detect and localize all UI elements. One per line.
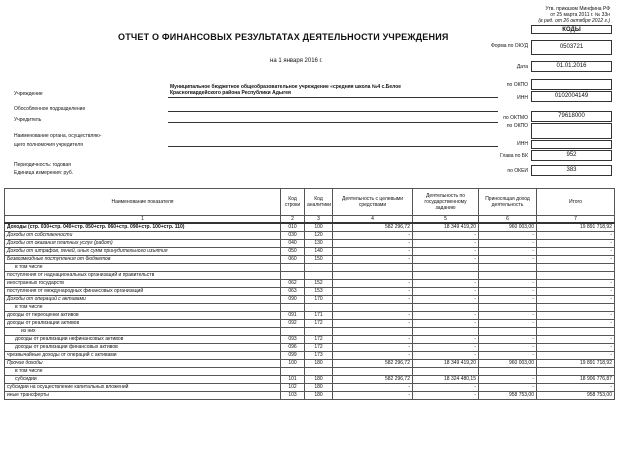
- row-state-task-value: -: [413, 256, 479, 264]
- row-name: Безвозмездные поступления от бюджетов: [5, 256, 281, 264]
- row-income-value: -: [479, 344, 537, 352]
- row-state-task-value: 18 349 419,20: [413, 223, 479, 232]
- row-targeted-value: [333, 272, 413, 280]
- row-income-value: -: [479, 240, 537, 248]
- row-state-task-value: -: [413, 248, 479, 256]
- row-analytics: 173: [305, 352, 333, 360]
- row-total-value: -: [537, 280, 615, 288]
- subdivision-label: Обособленное подразделение: [14, 106, 86, 112]
- row-total-value: -: [537, 352, 615, 360]
- row-code: 099: [281, 352, 305, 360]
- inn2-label: ИНН: [517, 141, 528, 147]
- authority-label-line1: Наименование органа, осуществляю-: [14, 133, 102, 139]
- row-state-task-value: -: [413, 352, 479, 360]
- row-total-value: -: [537, 312, 615, 320]
- row-analytics: [305, 264, 333, 272]
- row-state-task-value: [413, 304, 479, 312]
- inn-label: ИНН: [517, 95, 528, 101]
- financial-results-table: [4, 188, 615, 400]
- table-row: [5, 384, 615, 392]
- row-income-value: [479, 328, 537, 336]
- authority-underline: [168, 146, 498, 147]
- table-row: [5, 320, 615, 328]
- row-analytics: 171: [305, 312, 333, 320]
- row-targeted-value: -: [333, 336, 413, 344]
- table-row: [5, 376, 615, 384]
- row-name: иные трансферты: [5, 392, 281, 400]
- col-number: 7: [537, 216, 615, 224]
- row-analytics: 180: [305, 376, 333, 384]
- col-number: 1: [5, 216, 281, 224]
- table-row: [5, 328, 615, 336]
- row-total-value: -: [537, 256, 615, 264]
- row-state-task-value: -: [413, 296, 479, 304]
- row-state-task-value: [413, 272, 479, 280]
- row-analytics: 172: [305, 320, 333, 328]
- inn2-value: [531, 140, 612, 149]
- row-total-value: 18 906 776,87: [537, 376, 615, 384]
- row-income-value: -: [479, 232, 537, 240]
- col-number: 5: [413, 216, 479, 224]
- oktmo-label: по ОКТМО: [503, 115, 528, 121]
- report-date: на 1 января 2016 г.: [270, 58, 323, 64]
- row-state-task-value: -: [413, 312, 479, 320]
- okud-value: 0503721: [531, 40, 612, 55]
- okpo-label: по ОКПО: [506, 82, 528, 88]
- table-row: [5, 256, 615, 264]
- row-targeted-value: -: [333, 280, 413, 288]
- row-targeted-value: -: [333, 352, 413, 360]
- table-row: [5, 288, 615, 296]
- subdivision-underline: [168, 111, 498, 112]
- row-income-value: -: [479, 312, 537, 320]
- row-analytics: 152: [305, 280, 333, 288]
- row-targeted-value: [333, 264, 413, 272]
- row-code: [281, 368, 305, 376]
- row-income-value: 960 003,00: [479, 360, 537, 368]
- oktmo-value: 79618000: [531, 111, 612, 122]
- report-title: ОТЧЕТ О ФИНАНСОВЫХ РЕЗУЛЬТАТАХ ДЕЯТЕЛЬНОСТИ УЧРЕЖДЕНИЯ: [118, 32, 449, 42]
- row-income-value: -: [479, 296, 537, 304]
- okei-label: по ОКЕИ: [507, 168, 528, 174]
- inn-value: 0102004149: [531, 91, 612, 102]
- row-analytics: 180: [305, 392, 333, 400]
- row-name: поступления от международных финансовых организаций: [5, 288, 281, 296]
- header-analytics: Код аналитики: [305, 189, 333, 216]
- row-code: 103: [281, 392, 305, 400]
- row-name: Доходы от собственности: [5, 232, 281, 240]
- table-row: [5, 223, 615, 232]
- row-total-value: -: [537, 384, 615, 392]
- institution-name-line1: Муниципальное бюджетное общеобразовательное учреждение «средняя школа №4 с.Белое: [170, 84, 402, 90]
- row-name: субсидии: [5, 376, 281, 384]
- row-code: 040: [281, 240, 305, 248]
- founder-label: Учредитель: [14, 117, 42, 123]
- row-code: 092: [281, 320, 305, 328]
- table-row: [5, 392, 615, 400]
- row-analytics: [305, 272, 333, 280]
- row-targeted-value: [333, 368, 413, 376]
- unit-label: Единица измерения: руб.: [14, 170, 74, 176]
- row-name: иностранных государств: [5, 280, 281, 288]
- row-state-task-value: [413, 368, 479, 376]
- table-header-row: [5, 189, 615, 216]
- row-income-value: -: [479, 384, 537, 392]
- row-analytics: [305, 328, 333, 336]
- header-name: Наименование показателя: [5, 189, 281, 216]
- row-total-value: [537, 368, 615, 376]
- table-row: [5, 240, 615, 248]
- codes-heading-box: [531, 25, 612, 34]
- row-name: в том числе: [5, 368, 281, 376]
- row-code: 063: [281, 288, 305, 296]
- table-row: [5, 264, 615, 272]
- row-analytics: 172: [305, 336, 333, 344]
- okpo2-value: [531, 123, 612, 139]
- row-targeted-value: [333, 328, 413, 336]
- table-row: [5, 304, 615, 312]
- row-state-task-value: [413, 264, 479, 272]
- row-analytics: 130: [305, 240, 333, 248]
- row-targeted-value: -: [333, 344, 413, 352]
- row-name: из них: [5, 328, 281, 336]
- row-total-value: -: [537, 232, 615, 240]
- row-income-value: -: [479, 336, 537, 344]
- table-row: [5, 280, 615, 288]
- table-row: [5, 344, 615, 352]
- row-total-value: -: [537, 336, 615, 344]
- header-code: Код строки: [281, 189, 305, 216]
- row-total-value: 958 753,00: [537, 392, 615, 400]
- row-name: Доходы от операций с активами: [5, 296, 281, 304]
- row-name: Доходы от оказания платных услуг (работ): [5, 240, 281, 248]
- row-name: в том числе: [5, 264, 281, 272]
- approval-line-2: от 25 марта 2011 г. № 33н: [550, 12, 610, 18]
- column-number-row: [5, 216, 615, 224]
- row-targeted-value: 582 296,72: [333, 360, 413, 368]
- row-income-value: [479, 272, 537, 280]
- row-name: поступления от наднациональных организаций и правительств: [5, 272, 281, 280]
- table-row: [5, 248, 615, 256]
- row-code: 062: [281, 280, 305, 288]
- row-targeted-value: -: [333, 296, 413, 304]
- okpo2-label: по ОКПО: [506, 123, 528, 129]
- row-total-value: -: [537, 288, 615, 296]
- row-state-task-value: [413, 328, 479, 336]
- row-name: доходы от реализации финансовых активов: [5, 344, 281, 352]
- row-code: 096: [281, 344, 305, 352]
- row-targeted-value: -: [333, 312, 413, 320]
- row-targeted-value: -: [333, 320, 413, 328]
- table-row: [5, 312, 615, 320]
- row-income-value: 960 003,00: [479, 223, 537, 232]
- row-analytics: 120: [305, 232, 333, 240]
- row-analytics: [305, 304, 333, 312]
- col-number: 2: [281, 216, 305, 224]
- row-code: 093: [281, 336, 305, 344]
- row-code: 010: [281, 223, 305, 232]
- okpo-value: [531, 79, 612, 90]
- row-total-value: [537, 264, 615, 272]
- table-row: [5, 360, 615, 368]
- header-targeted: Деятельность с целевыми средствами: [333, 189, 413, 216]
- bk-label: Глава по БК: [500, 153, 528, 159]
- row-code: 091: [281, 312, 305, 320]
- row-name: субсидии на осуществление капитальных вложений: [5, 384, 281, 392]
- col-number: 6: [479, 216, 537, 224]
- row-total-value: -: [537, 344, 615, 352]
- row-targeted-value: -: [333, 256, 413, 264]
- row-analytics: 180: [305, 384, 333, 392]
- codes-heading: КОДЫ: [562, 27, 581, 33]
- row-state-task-value: -: [413, 320, 479, 328]
- authority-label-line2: щего полномочия учредителя: [14, 142, 83, 148]
- row-income-value: -: [479, 288, 537, 296]
- row-targeted-value: -: [333, 288, 413, 296]
- row-code: 030: [281, 232, 305, 240]
- row-code: 101: [281, 376, 305, 384]
- row-total-value: -: [537, 296, 615, 304]
- row-income-value: 958 753,00: [479, 392, 537, 400]
- bk-value: 952: [531, 150, 612, 161]
- row-analytics: 100: [305, 223, 333, 232]
- header-income: Приносящая доход деятельность: [479, 189, 537, 216]
- col-number: 3: [305, 216, 333, 224]
- row-total-value: [537, 304, 615, 312]
- table-row: [5, 296, 615, 304]
- row-code: [281, 304, 305, 312]
- row-state-task-value: -: [413, 392, 479, 400]
- row-code: [281, 264, 305, 272]
- col-number: 4: [333, 216, 413, 224]
- row-analytics: 170: [305, 296, 333, 304]
- row-name: Доходы (стр. 030+стр. 040+стр. 050+стр. 060+стр. 090+стр. 100+стр. 110): [5, 223, 281, 232]
- row-analytics: 172: [305, 344, 333, 352]
- row-total-value: -: [537, 240, 615, 248]
- row-targeted-value: 582 296,72: [333, 376, 413, 384]
- date-label: Дата: [516, 64, 528, 70]
- row-total-value: 19 891 718,92: [537, 223, 615, 232]
- row-analytics: 150: [305, 256, 333, 264]
- row-state-task-value: -: [413, 344, 479, 352]
- approval-line-3: (в ред. от 26 октября 2012 г.): [538, 18, 610, 24]
- header-total: Итого: [537, 189, 615, 216]
- row-state-task-value: -: [413, 232, 479, 240]
- table-row: [5, 272, 615, 280]
- row-name: в том числе: [5, 304, 281, 312]
- table-row: [5, 336, 615, 344]
- row-income-value: -: [479, 248, 537, 256]
- row-code: [281, 328, 305, 336]
- row-name: чрезвычайные доходы от операций с активами: [5, 352, 281, 360]
- row-state-task-value: -: [413, 288, 479, 296]
- row-total-value: -: [537, 320, 615, 328]
- okud-label: Форма по ОКУД: [490, 43, 528, 49]
- row-total-value: 19 891 718,92: [537, 360, 615, 368]
- row-name: Доходы от штрафов, пеней, иных сумм принудительного изъятия: [5, 248, 281, 256]
- row-state-task-value: -: [413, 336, 479, 344]
- row-analytics: 140: [305, 248, 333, 256]
- row-targeted-value: -: [333, 248, 413, 256]
- row-code: 100: [281, 360, 305, 368]
- row-state-task-value: 18 349 419,20: [413, 360, 479, 368]
- row-income-value: [479, 304, 537, 312]
- row-targeted-value: [333, 304, 413, 312]
- row-name: доходы от переоценки активов: [5, 312, 281, 320]
- header-state-task: Деятельность по государственному заданию: [413, 189, 479, 216]
- okei-value: 383: [531, 165, 612, 176]
- row-code: 090: [281, 296, 305, 304]
- approval-line-1: Утв. приказом Минфина РФ: [545, 6, 610, 12]
- table-row: [5, 352, 615, 360]
- row-income-value: -: [479, 352, 537, 360]
- row-code: 060: [281, 256, 305, 264]
- row-targeted-value: -: [333, 232, 413, 240]
- institution-underline: [168, 97, 498, 98]
- row-name: доходы от реализации активов: [5, 320, 281, 328]
- row-income-value: -: [479, 320, 537, 328]
- row-income-value: [479, 368, 537, 376]
- row-targeted-value: -: [333, 392, 413, 400]
- row-income-value: -: [479, 280, 537, 288]
- row-state-task-value: -: [413, 384, 479, 392]
- row-targeted-value: 582 296,72: [333, 223, 413, 232]
- founder-underline: [168, 122, 498, 123]
- row-code: [281, 272, 305, 280]
- row-analytics: 180: [305, 360, 333, 368]
- row-income-value: -: [479, 376, 537, 384]
- row-analytics: 153: [305, 288, 333, 296]
- row-targeted-value: -: [333, 240, 413, 248]
- periodicity-label: Периодичность: годовая: [14, 162, 71, 168]
- row-targeted-value: -: [333, 384, 413, 392]
- row-income-value: [479, 264, 537, 272]
- row-total-value: [537, 272, 615, 280]
- row-total-value: -: [537, 248, 615, 256]
- row-name: Прочие доходы: [5, 360, 281, 368]
- row-code: 102: [281, 384, 305, 392]
- table-row: [5, 232, 615, 240]
- table-row: [5, 368, 615, 376]
- row-analytics: [305, 368, 333, 376]
- row-code: 050: [281, 248, 305, 256]
- row-income-value: -: [479, 256, 537, 264]
- row-state-task-value: 18 324 480,15: [413, 376, 479, 384]
- row-state-task-value: -: [413, 240, 479, 248]
- row-name: доходы от реализации нефинансовых активов: [5, 336, 281, 344]
- row-state-task-value: -: [413, 280, 479, 288]
- institution-name-line2: Красногвардейского района Республики Адыгея: [170, 90, 291, 96]
- row-total-value: [537, 328, 615, 336]
- date-value: 01.01.2016: [531, 61, 612, 72]
- institution-label: Учреждение: [14, 91, 43, 97]
